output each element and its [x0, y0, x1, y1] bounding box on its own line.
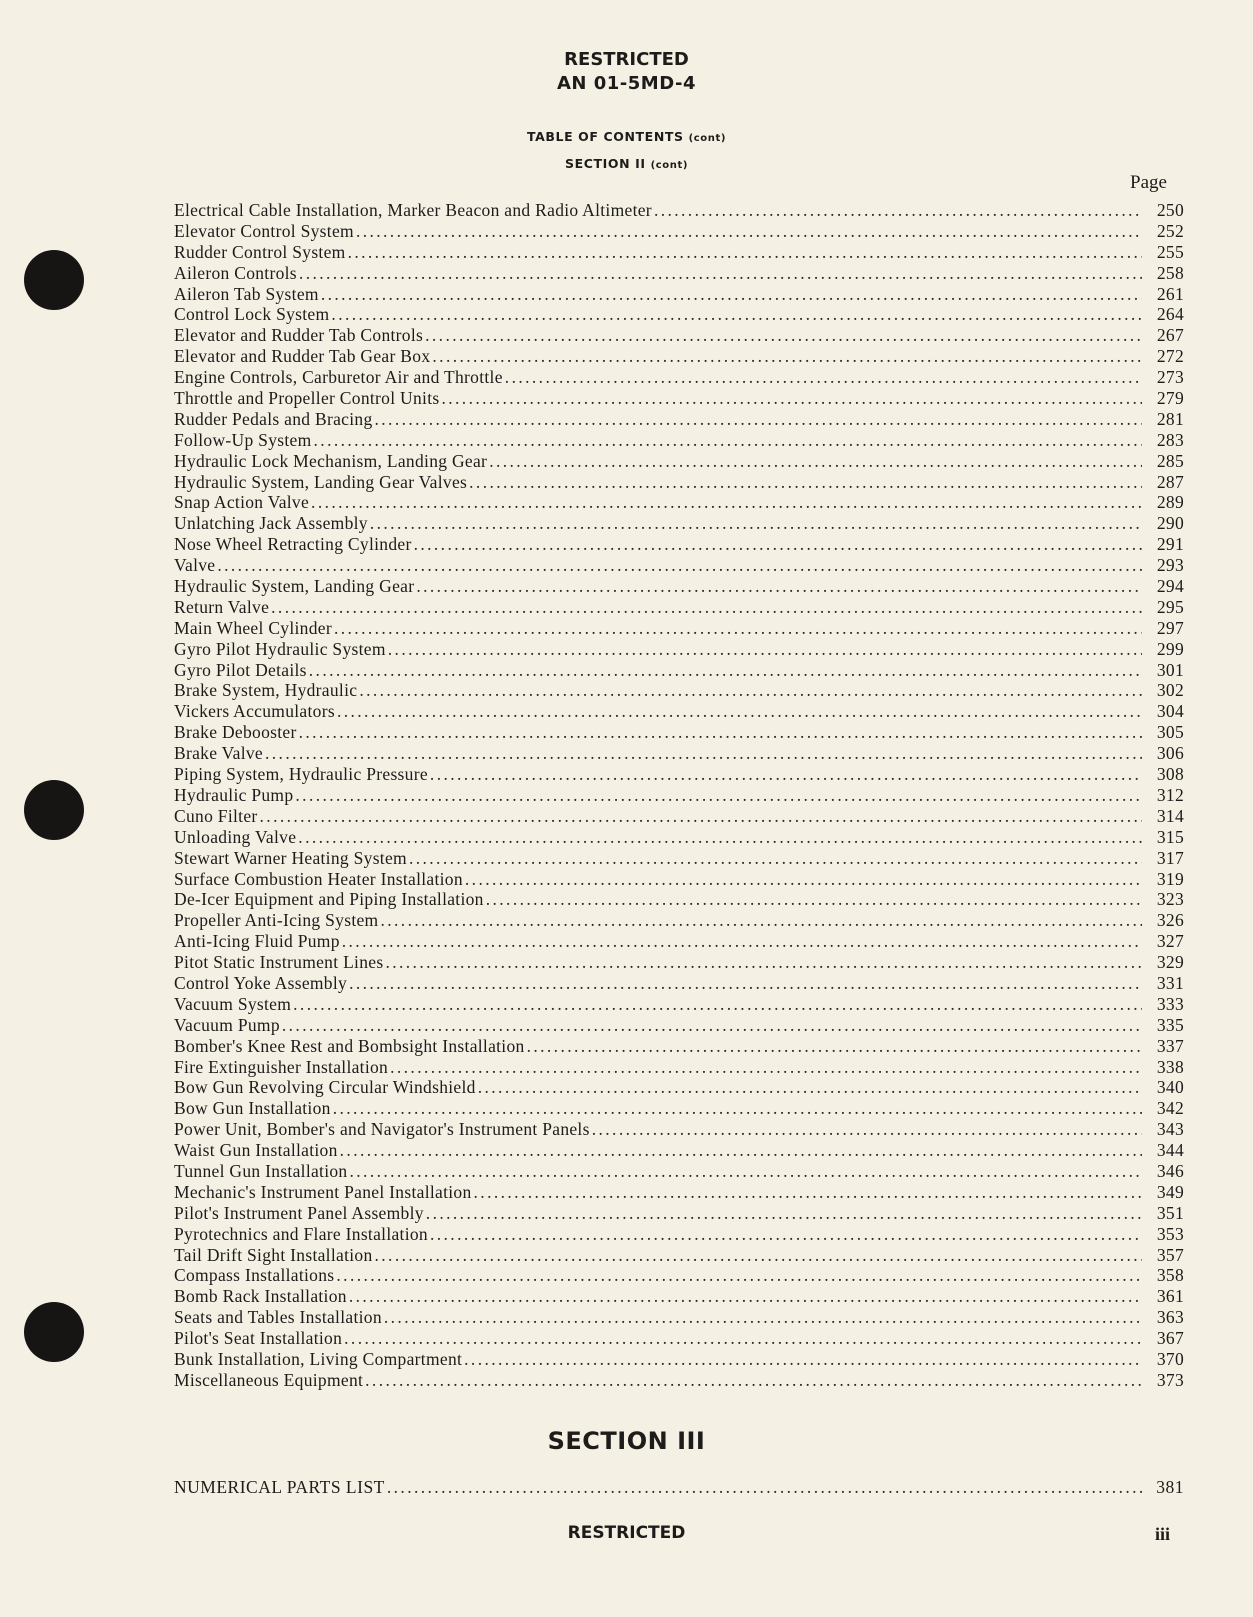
toc-entry — [174, 513, 1184, 534]
leader-dots — [486, 889, 1142, 910]
toc-entry-page: 299 — [1156, 638, 1184, 659]
toc-entry — [174, 1370, 1184, 1391]
toc-entry-page: 337 — [1156, 1035, 1184, 1056]
toc-entry-page: 319 — [1156, 868, 1184, 889]
toc-entry-title: Cuno Filter — [174, 805, 258, 826]
toc-entry-title: Gyro Pilot Hydraulic System — [174, 638, 386, 659]
toc-entry-title: Bow Gun Revolving Circular Windshield — [174, 1077, 476, 1098]
toc-entry-page: 308 — [1156, 764, 1184, 785]
toc-entry — [174, 722, 1184, 743]
toc-entry-title: Pyrotechnics and Flare Installation — [174, 1223, 428, 1244]
toc-entry-page: 327 — [1156, 931, 1184, 952]
toc-list — [174, 200, 1184, 1391]
leader-dots — [654, 200, 1142, 221]
leader-dots — [430, 764, 1142, 785]
toc-entry-title: Follow-Up System — [174, 429, 312, 450]
toc-entry-page: 338 — [1156, 1056, 1184, 1077]
toc-entry-title: Brake Debooster — [174, 722, 297, 743]
toc-entry-page: 342 — [1156, 1098, 1184, 1119]
leader-dots — [265, 743, 1142, 764]
leader-dots — [359, 680, 1142, 701]
toc-entry-title: Hydraulic System, Landing Gear Valves — [174, 471, 468, 492]
leader-dots — [342, 931, 1142, 952]
toc-entry-page: 252 — [1156, 220, 1184, 241]
toc-entry — [174, 367, 1184, 388]
toc-entry — [174, 618, 1184, 639]
toc-entry-title: Mechanic's Instrument Panel Installation — [174, 1181, 472, 1202]
leader-dots — [409, 848, 1142, 869]
leader-dots — [387, 1477, 1142, 1498]
toc-entry — [174, 660, 1184, 681]
toc-entry — [174, 952, 1184, 973]
leader-dots — [464, 1349, 1142, 1370]
toc-entry-title: Gyro Pilot Details — [174, 659, 307, 680]
toc-entry-title: Power Unit, Bomber's and Navigator's Instrument Panels — [174, 1119, 590, 1140]
toc-entry — [174, 806, 1184, 827]
leader-dots — [426, 1203, 1142, 1224]
toc-entry — [174, 701, 1184, 722]
toc-entry-page: 272 — [1156, 346, 1184, 367]
toc-entry — [174, 242, 1184, 263]
leader-dots — [478, 1077, 1142, 1098]
toc-entry — [174, 680, 1184, 701]
toc-entry-title: Fire Extinguisher Installation — [174, 1056, 389, 1077]
toc-entry-page: 305 — [1156, 722, 1184, 743]
toc-entry — [174, 1098, 1184, 1119]
toc-entry-title: Bunk Installation, Living Compartment — [174, 1348, 463, 1369]
leader-dots — [217, 555, 1142, 576]
leader-dots — [271, 597, 1142, 618]
toc-entry — [174, 1057, 1184, 1078]
toc-entry-title: Elevator Control System — [174, 220, 354, 241]
toc-entry — [174, 889, 1184, 910]
toc-entry-title: Elevator and Rudder Tab Controls — [174, 325, 424, 346]
toc-entry-page: 357 — [1156, 1244, 1184, 1265]
section-heading-text: SECTION II — [564, 156, 646, 171]
toc-entry-page: 326 — [1156, 910, 1184, 931]
toc-entry-title: Surface Combustion Heater Installation — [174, 868, 463, 889]
toc-entry-page: 351 — [1156, 1202, 1184, 1223]
leader-dots — [295, 785, 1142, 806]
leader-dots — [388, 639, 1142, 660]
toc-entry-title: Stewart Warner Heating System — [174, 847, 407, 868]
toc-entry-title: Vickers Accumulators — [174, 701, 335, 722]
toc-entry-title: Tunnel Gun Installation — [174, 1160, 348, 1181]
toc-entry-page: 285 — [1156, 450, 1184, 471]
leader-dots — [390, 1057, 1142, 1078]
toc-entry — [174, 785, 1184, 806]
toc-entry-title: Throttle and Propeller Control Units — [174, 388, 440, 409]
leader-dots — [260, 806, 1142, 827]
toc-entry-title: Nose Wheel Retracting Cylinder — [174, 534, 412, 555]
toc-entry — [174, 576, 1184, 597]
toc-entry — [174, 639, 1184, 660]
toc-entry-title: Pilot's Seat Installation — [174, 1328, 343, 1349]
toc-entry-page: 367 — [1156, 1328, 1184, 1349]
toc-entry — [174, 451, 1184, 472]
toc-entry-title: Valve — [174, 555, 216, 576]
toc-entry — [174, 1161, 1184, 1182]
toc-entry — [174, 1328, 1184, 1349]
toc-entry — [174, 1349, 1184, 1370]
toc-entry — [174, 994, 1184, 1015]
toc-entry-title: Bomber's Knee Rest and Bombsight Installation — [174, 1035, 525, 1056]
toc-entry-page: 370 — [1156, 1348, 1184, 1369]
leader-dots — [380, 910, 1142, 931]
toc-entry — [174, 1119, 1184, 1140]
toc-entry-title: Control Yoke Assembly — [174, 972, 348, 993]
toc-entry-title: Brake Valve — [174, 743, 263, 764]
leader-dots — [298, 827, 1142, 848]
leader-dots — [474, 1182, 1142, 1203]
toc-entry-title: Rudder Pedals and Bracing — [174, 408, 373, 429]
toc-entry-title: Snap Action Valve — [174, 492, 310, 513]
toc-entry-page: 273 — [1156, 367, 1184, 388]
toc-entry — [174, 409, 1184, 430]
leader-dots — [340, 1140, 1142, 1161]
toc-entry-title: Control Lock System — [174, 304, 330, 325]
toc-entry-title: Return Valve — [174, 596, 270, 617]
toc-heading — [0, 129, 1253, 144]
leader-dots — [282, 1015, 1142, 1036]
toc-entry — [174, 1140, 1184, 1161]
toc-entry-page: 306 — [1156, 743, 1184, 764]
leader-dots — [349, 973, 1142, 994]
toc-entry-title: Unlatching Jack Assembly — [174, 513, 368, 534]
toc-entry-page: 358 — [1156, 1265, 1184, 1286]
toc-entry-page: 333 — [1156, 993, 1184, 1014]
toc-entry — [174, 555, 1184, 576]
toc-entry — [174, 1286, 1184, 1307]
toc-entry — [174, 1015, 1184, 1036]
toc-entry-page: 323 — [1156, 889, 1184, 910]
toc-entry-page: 289 — [1156, 492, 1184, 513]
toc-entry-title: Piping System, Hydraulic Pressure — [174, 764, 428, 785]
leader-dots — [344, 1328, 1142, 1349]
toc-entry-page: 264 — [1156, 304, 1184, 325]
toc-entry-page: 312 — [1156, 784, 1184, 805]
toc-entry-page: 381 — [1156, 1477, 1184, 1497]
toc-entry-title: Unloading Valve — [174, 826, 297, 847]
toc-entry-title: Vacuum System — [174, 993, 292, 1014]
toc-entry-title: Engine Controls, Carburetor Air and Throttle — [174, 367, 503, 388]
page-column-label: Page — [1130, 172, 1167, 193]
leader-dots — [337, 701, 1142, 722]
toc-entry-title: Bomb Rack Installation — [174, 1286, 347, 1307]
toc-entry-page: 302 — [1156, 680, 1184, 701]
leader-dots — [384, 1307, 1142, 1328]
binder-hole-middle — [24, 780, 84, 840]
toc-entry-title: Elevator and Rudder Tab Gear Box — [174, 346, 431, 367]
leader-dots — [314, 430, 1142, 451]
toc-entry-title: Propeller Anti-Icing System — [174, 910, 379, 931]
toc-entry — [174, 597, 1184, 618]
toc-entry-page: 293 — [1156, 555, 1184, 576]
toc-entry — [174, 910, 1184, 931]
toc-entry-title: Hydraulic System, Landing Gear — [174, 576, 415, 597]
toc-entry — [174, 1265, 1184, 1286]
leader-dots — [370, 513, 1142, 534]
toc-entry — [174, 534, 1184, 555]
toc-entry — [174, 1245, 1184, 1266]
leader-dots — [375, 409, 1143, 430]
toc-heading-text: TABLE OF CONTENTS — [526, 129, 684, 144]
toc-entry — [174, 263, 1184, 284]
toc-entry-title: Main Wheel Cylinder — [174, 617, 332, 638]
toc-entry-page: 295 — [1156, 596, 1184, 617]
leader-dots — [333, 1098, 1142, 1119]
leader-dots — [527, 1036, 1142, 1057]
leader-dots — [430, 1224, 1142, 1245]
toc-entry-page: 294 — [1156, 576, 1184, 597]
toc-entry-page: 329 — [1156, 952, 1184, 973]
leader-dots — [348, 242, 1142, 263]
toc-entry — [174, 346, 1184, 367]
toc-entry — [174, 764, 1184, 785]
toc-entry-title: Seats and Tables Installation — [174, 1307, 382, 1328]
leader-dots — [375, 1245, 1143, 1266]
leader-dots — [356, 221, 1142, 242]
toc-entry — [174, 743, 1184, 764]
toc-entry — [174, 325, 1184, 346]
leader-dots — [331, 304, 1142, 325]
toc-entry-page: 261 — [1156, 283, 1184, 304]
toc-entry-page: 343 — [1156, 1119, 1184, 1140]
toc-entry — [174, 869, 1184, 890]
toc-entry — [174, 848, 1184, 869]
toc-entry — [174, 1307, 1184, 1328]
toc-entry-title: Brake System, Hydraulic — [174, 680, 358, 701]
toc-entry-title: Waist Gun Installation — [174, 1140, 338, 1161]
toc-entry — [174, 1036, 1184, 1057]
toc-entry — [174, 221, 1184, 242]
toc-entry — [174, 1203, 1184, 1224]
toc-entry-title: Tail Drift Sight Installation — [174, 1244, 373, 1265]
binder-hole-bottom — [24, 1302, 84, 1362]
leader-dots — [432, 346, 1142, 367]
toc-entry — [174, 304, 1184, 325]
leader-dots — [365, 1370, 1142, 1391]
document-number: AN 01-5MD-4 — [557, 73, 696, 94]
leader-dots — [349, 1161, 1142, 1182]
leader-dots — [334, 618, 1142, 639]
toc-entry-title: Aileron Controls — [174, 262, 297, 283]
header-classification: RESTRICTED — [564, 49, 689, 70]
toc-entry — [174, 827, 1184, 848]
toc-entry-title: Bow Gun Installation — [174, 1098, 331, 1119]
leader-dots — [416, 576, 1142, 597]
toc-entry — [174, 1182, 1184, 1203]
section-heading-suffix: (cont) — [650, 160, 689, 171]
leader-dots — [299, 722, 1142, 743]
toc-entry-page: 255 — [1156, 241, 1184, 262]
toc-entry-page: 361 — [1156, 1286, 1184, 1307]
toc-entry-title: De-Icer Equipment and Piping Installation — [174, 889, 484, 910]
leader-dots — [309, 660, 1142, 681]
toc-entry-numerical-parts-list — [174, 1477, 1184, 1498]
toc-entry — [174, 472, 1184, 493]
toc-entry-page: 314 — [1156, 805, 1184, 826]
toc-entry — [174, 430, 1184, 451]
leader-dots — [489, 451, 1142, 472]
toc-entry — [174, 1077, 1184, 1098]
toc-entry-page: 346 — [1156, 1160, 1184, 1181]
toc-entry-title: Vacuum Pump — [174, 1014, 280, 1035]
toc-entry-page: 363 — [1156, 1307, 1184, 1328]
toc-entry-title: Compass Installations — [174, 1265, 335, 1286]
binder-hole-top — [24, 250, 84, 310]
toc-entry-page: 290 — [1156, 513, 1184, 534]
leader-dots — [349, 1286, 1142, 1307]
leader-dots — [414, 534, 1142, 555]
toc-entry-page: 340 — [1156, 1077, 1184, 1098]
leader-dots — [299, 263, 1142, 284]
toc-entry-title: Aileron Tab System — [174, 283, 319, 304]
toc-entry — [174, 973, 1184, 994]
toc-entry-title: Hydraulic Lock Mechanism, Landing Gear — [174, 450, 488, 471]
toc-entry-title: Rudder Control System — [174, 241, 346, 262]
toc-entry-page: 331 — [1156, 972, 1184, 993]
toc-entry-page: 283 — [1156, 429, 1184, 450]
leader-dots — [311, 492, 1142, 513]
section-heading — [0, 156, 1253, 171]
leader-dots — [293, 994, 1142, 1015]
footer-classification: RESTRICTED — [567, 1523, 686, 1543]
toc-entry-page: 297 — [1156, 617, 1184, 638]
toc-entry — [174, 931, 1184, 952]
toc-entry — [174, 284, 1184, 305]
toc-entry-page: 353 — [1156, 1223, 1184, 1244]
toc-entry-page: 349 — [1156, 1181, 1184, 1202]
toc-entry-page: 267 — [1156, 325, 1184, 346]
toc-entry-page: 258 — [1156, 262, 1184, 283]
leader-dots — [425, 325, 1142, 346]
toc-entry-page: 250 — [1156, 200, 1184, 220]
toc-entry-page: 335 — [1156, 1014, 1184, 1035]
leader-dots — [505, 367, 1142, 388]
toc-entry — [174, 492, 1184, 513]
toc-entry — [174, 1224, 1184, 1245]
toc-entry-title: Hydraulic Pump — [174, 784, 294, 805]
toc-heading-suffix: (cont) — [688, 133, 727, 144]
toc-entry-title: Electrical Cable Installation, Marker Beacon and Radio Altimeter — [174, 200, 652, 220]
toc-entry-page: 301 — [1156, 659, 1184, 680]
leader-dots — [441, 388, 1142, 409]
leader-dots — [465, 869, 1142, 890]
toc-entry-page: 279 — [1156, 388, 1184, 409]
toc-entry-page: 281 — [1156, 408, 1184, 429]
toc-entry-page: 287 — [1156, 471, 1184, 492]
toc-entry-title: Pilot's Instrument Panel Assembly — [174, 1202, 424, 1223]
toc-entry-title: Anti-Icing Fluid Pump — [174, 931, 340, 952]
toc-entry-page: 291 — [1156, 534, 1184, 555]
footer-page-number: iii — [1155, 1524, 1171, 1544]
leader-dots — [592, 1119, 1142, 1140]
toc-entry — [174, 388, 1184, 409]
leader-dots — [321, 284, 1142, 305]
section-iii-heading: SECTION III — [547, 1427, 706, 1455]
toc-entry-page: 315 — [1156, 826, 1184, 847]
leader-dots — [469, 472, 1142, 493]
leader-dots — [336, 1265, 1142, 1286]
toc-entry-title: Pitot Static Instrument Lines — [174, 952, 384, 973]
leader-dots — [385, 952, 1142, 973]
toc-entry-title: NUMERICAL PARTS LIST — [174, 1477, 385, 1497]
toc-entry-page: 317 — [1156, 847, 1184, 868]
toc-entry-page: 373 — [1156, 1369, 1184, 1390]
toc-entry-page: 344 — [1156, 1140, 1184, 1161]
toc-entry-title: Miscellaneous Equipment — [174, 1369, 364, 1390]
toc-entry-page: 304 — [1156, 701, 1184, 722]
toc-entry — [174, 200, 1184, 221]
